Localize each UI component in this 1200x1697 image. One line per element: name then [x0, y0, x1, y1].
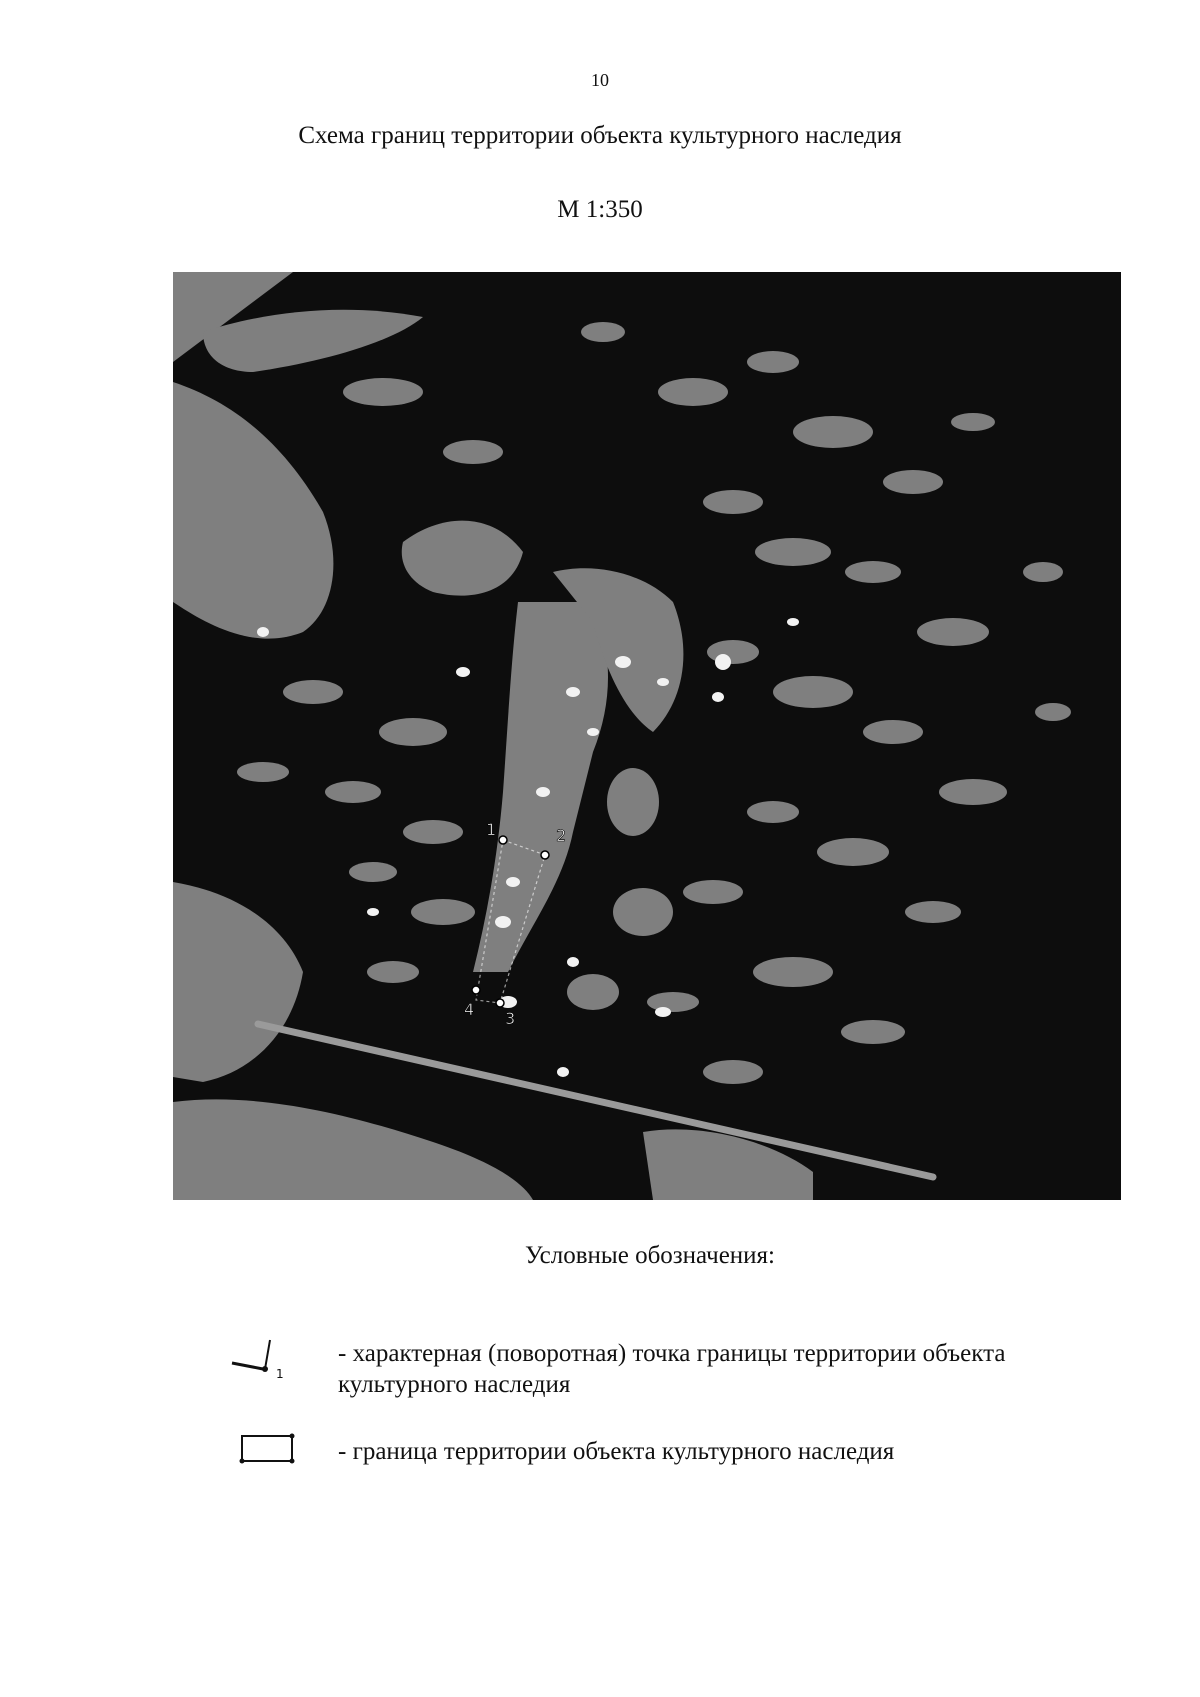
boundary-point-4-marker: [472, 986, 480, 994]
boundary-point-1-label: 1: [486, 820, 497, 839]
turning-point-icon-label: 1: [276, 1367, 284, 1381]
legend-item-turning-point-text: - характерная (поворотная) точка границы территории объекта культурного наследия: [338, 1340, 1006, 1398]
boundary-rectangle-icon: [230, 1430, 300, 1470]
map-dark-background: [173, 272, 1121, 1200]
document-title: Схема границ территории объекта культурного наследия: [298, 122, 902, 149]
map-scale: М 1:350: [557, 196, 643, 223]
turning-point-icon: [230, 1338, 290, 1388]
legend-item-boundary-text: - граница территории объекта культурного наследия: [338, 1438, 895, 1465]
satellite-map-image: [173, 272, 1121, 1200]
boundary-point-3-label: 3: [505, 1009, 516, 1028]
satellite-map: [173, 272, 1121, 1200]
boundary-point-3-marker: [496, 999, 504, 1007]
boundary-point-4-label: 4: [464, 1000, 475, 1019]
boundary-point-1-marker: [499, 836, 507, 844]
page-number: 10: [591, 70, 609, 90]
boundary-point-2-label: 2: [556, 826, 567, 845]
legend-title: Условные обозначения:: [524, 1242, 776, 1269]
boundary-point-2-marker: [541, 851, 549, 859]
legend-item-boundary: [230, 1430, 1130, 1480]
legend-item-turning-point: [230, 1338, 1130, 1408]
